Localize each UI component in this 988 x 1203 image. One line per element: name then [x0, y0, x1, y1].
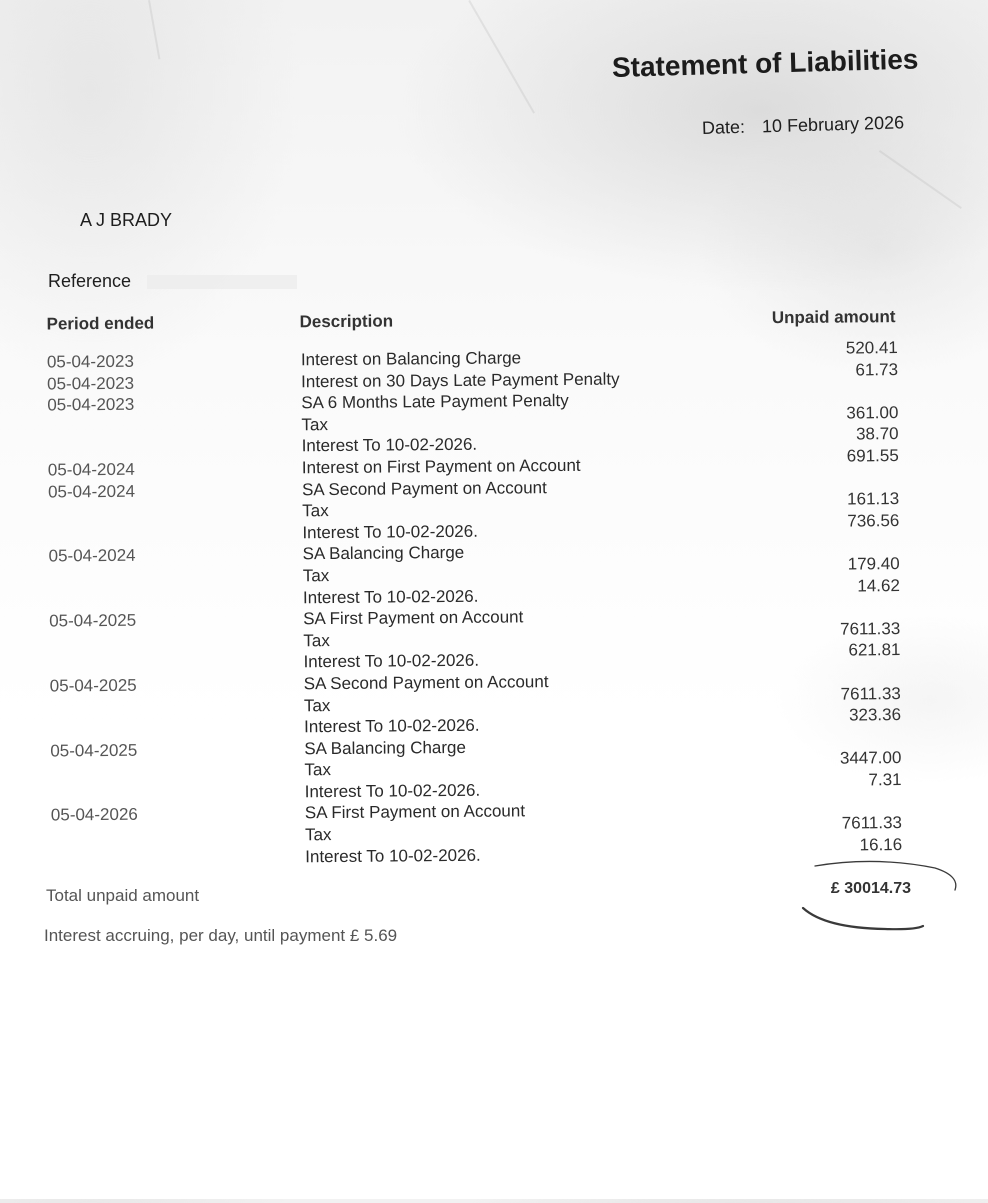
description-cell: Tax [304, 760, 332, 780]
period-cell: 05-04-2025 [50, 740, 138, 761]
period-cell: 05-04-2025 [49, 610, 137, 631]
pen-stroke [803, 908, 923, 929]
date-value: 10 February 2026 [761, 112, 905, 137]
date-label: Date: [701, 116, 746, 138]
amount-cell: 691.55 [846, 446, 899, 466]
description-cell: Interest on Balancing Charge [300, 348, 522, 370]
amount-cell: 61.73 [855, 359, 899, 380]
description-cell: Interest on 30 Days Late Payment Penalty [301, 369, 620, 391]
column-header-amount: Unpaid amount [771, 307, 896, 328]
period-cell: 05-04-2023 [47, 373, 135, 394]
reference-label: Reference [48, 271, 132, 291]
description-cell: Tax [303, 695, 331, 715]
total-amount: £ 30014.73 [830, 880, 911, 897]
daily-interest-note: Interest accruing, per day, until payment £ 5.69 [44, 926, 398, 945]
amount-cell: 179.40 [847, 554, 900, 574]
period-cell: 05-04-2023 [47, 394, 135, 415]
description-cell: Interest To 10-02-2026. [305, 845, 481, 866]
table-body [0, 338, 988, 870]
amount-cell: 7611.33 [839, 618, 901, 639]
description-cell: Interest To 10-02-2026. [301, 435, 478, 456]
amount-cell: 520.41 [845, 338, 898, 358]
amount-cell: 161.13 [847, 489, 900, 509]
description-cell: Tax [302, 501, 329, 521]
description-cell: Tax [304, 825, 332, 845]
amount-cell: 38.70 [855, 424, 899, 444]
column-header-period: Period ended [46, 313, 155, 334]
period-cell: 05-04-2024 [47, 481, 136, 502]
description-cell: Interest To 10-02-2026. [302, 586, 479, 607]
description-cell: SA Second Payment on Account [301, 477, 547, 499]
amount-cell: 14.62 [857, 575, 900, 595]
amount-cell: 621.81 [848, 640, 901, 660]
total-label: Total unpaid amount [46, 886, 200, 905]
description-cell: Interest To 10-02-2026. [302, 521, 478, 543]
pen-circle-mark [795, 858, 965, 938]
description-cell: SA Balancing Charge [302, 543, 465, 564]
description-cell: Interest To 10-02-2026. [303, 651, 480, 672]
amount-cell: 736.56 [847, 510, 900, 531]
amount-cell: 7611.33 [840, 683, 901, 704]
description-cell: SA First Payment on Account [303, 607, 524, 629]
taxpayer-name: A J BRADY [80, 210, 173, 230]
period-cell: 05-04-2024 [47, 459, 135, 480]
description-cell: Tax [303, 630, 330, 650]
period-cell: 05-04-2026 [50, 805, 138, 825]
period-cell: 05-04-2025 [49, 675, 137, 696]
column-header-description: Description [299, 311, 394, 332]
description-cell: Tax [301, 414, 329, 435]
description-cell: Interest To 10-02-2026. [304, 780, 481, 802]
amount-cell: 361.00 [846, 402, 899, 423]
description-cell: SA Second Payment on Account [303, 672, 549, 694]
description-cell: Interest To 10-02-2026. [304, 715, 480, 737]
period-cell: 05-04-2023 [46, 351, 134, 372]
amount-cell: 16.16 [859, 834, 903, 855]
amount-cell: 7.31 [868, 769, 902, 790]
amount-cell: 323.36 [848, 705, 902, 725]
description-cell: SA Balancing Charge [304, 737, 466, 758]
page-title: Statement of Liabilities [611, 43, 919, 83]
description-cell: SA First Payment on Account [304, 801, 526, 823]
amount-cell: 3447.00 [839, 748, 902, 768]
description-cell: SA 6 Months Late Payment Penalty [301, 391, 569, 413]
period-cell: 05-04-2024 [48, 546, 136, 566]
description-cell: Interest on First Payment on Account [301, 455, 581, 478]
description-cell: Tax [302, 565, 330, 586]
amount-cell: 7611.33 [841, 813, 903, 833]
